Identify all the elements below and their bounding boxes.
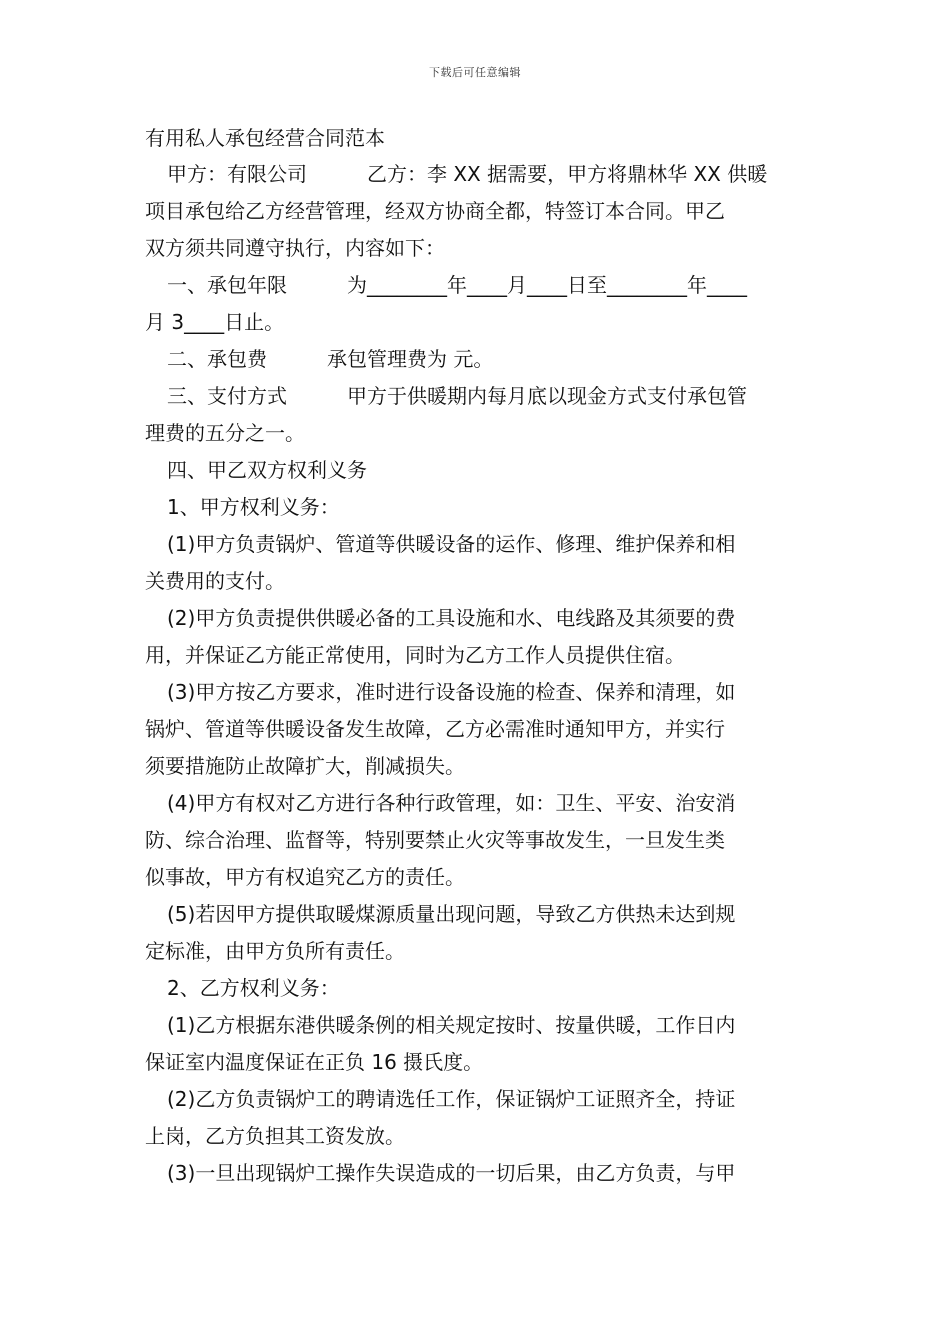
- intro-line-3: 双方须共同遵守执行，内容如下：: [145, 236, 445, 260]
- intro-line-2: 项目承包给乙方经营管理，经双方协商全都，特签订本合同。甲乙: [145, 199, 725, 223]
- a1-line-2: 关费用的支付。: [145, 569, 285, 593]
- a1-line-1: (1)甲方负责锅炉、管道等供暖设备的运作、修理、维护保养和相: [167, 532, 736, 556]
- a4-line-3: 似事故，甲方有权追究乙方的责任。: [145, 865, 465, 889]
- b1-line-1: (1)乙方根据东港供暖条例的相关规定按时、按量供暖，工作日内: [167, 1013, 736, 1037]
- b2-line-2: 上岗，乙方负担其工资发放。: [145, 1124, 405, 1148]
- document-title: 有用私人承包经营合同范本: [145, 126, 385, 150]
- payment-line-2: 理费的五分之一。: [145, 421, 305, 445]
- a3-line-1: (3)甲方按乙方要求，准时进行设备设施的检查、保养和清理，如: [167, 680, 736, 704]
- party-a-heading: 1、甲方权利义务：: [167, 495, 340, 519]
- a4-line-2: 防、综合治理、监督等，特别要禁止火灾等事故发生，一旦发生类: [145, 828, 725, 852]
- fee-line: 二、承包费 承包管理费为 元。: [167, 347, 494, 371]
- b2-line-1: (2)乙方负责锅炉工的聘请选任工作，保证锅炉工证照齐全，持证: [167, 1087, 736, 1111]
- party-b-heading: 2、乙方权利义务：: [167, 976, 340, 1000]
- document-body: [145, 120, 807, 1192]
- a2-line-1: (2)甲方负责提供供暖必备的工具设施和水、电线路及其须要的费: [167, 606, 736, 630]
- a3-line-3: 须要措施防止故障扩大，削减损失。: [145, 754, 465, 778]
- b3-line-1: (3)一旦出现锅炉工操作失误造成的一切后果，由乙方负责，与甲: [167, 1161, 736, 1185]
- a2-line-2: 用，并保证乙方能正常使用，同时为乙方工作人员提供住宿。: [145, 643, 685, 667]
- a4-line-1: (4)甲方有权对乙方进行各种行政管理，如：卫生、平安、治安消: [167, 791, 736, 815]
- intro-line-1: 甲方：有限公司 乙方：李 XX 据需要，甲方将鼎林华 XX 供暖: [167, 162, 768, 186]
- a5-line-2: 定标准，由甲方负所有责任。: [145, 939, 405, 963]
- a5-line-1: (5)若因甲方提供取暖煤源质量出现问题，导致乙方供热未达到规: [167, 902, 736, 926]
- a3-line-2: 锅炉、管道等供暖设备发生故障，乙方必需准时通知甲方，并实行: [145, 717, 725, 741]
- b1-line-2: 保证室内温度保证在正负 16 摄氏度。: [145, 1050, 484, 1074]
- payment-line-1: 三、支付方式 甲方于供暖期内每月底以现金方式支付承包管: [167, 384, 747, 408]
- term-line-2: 月 3____日止。: [145, 310, 285, 334]
- rights-heading: 四、甲乙双方权利义务: [167, 458, 367, 482]
- header-note: 下载后可任意编辑: [429, 66, 521, 79]
- term-line-1: 一、承包年限 为________年____月____日至________年____: [167, 273, 747, 297]
